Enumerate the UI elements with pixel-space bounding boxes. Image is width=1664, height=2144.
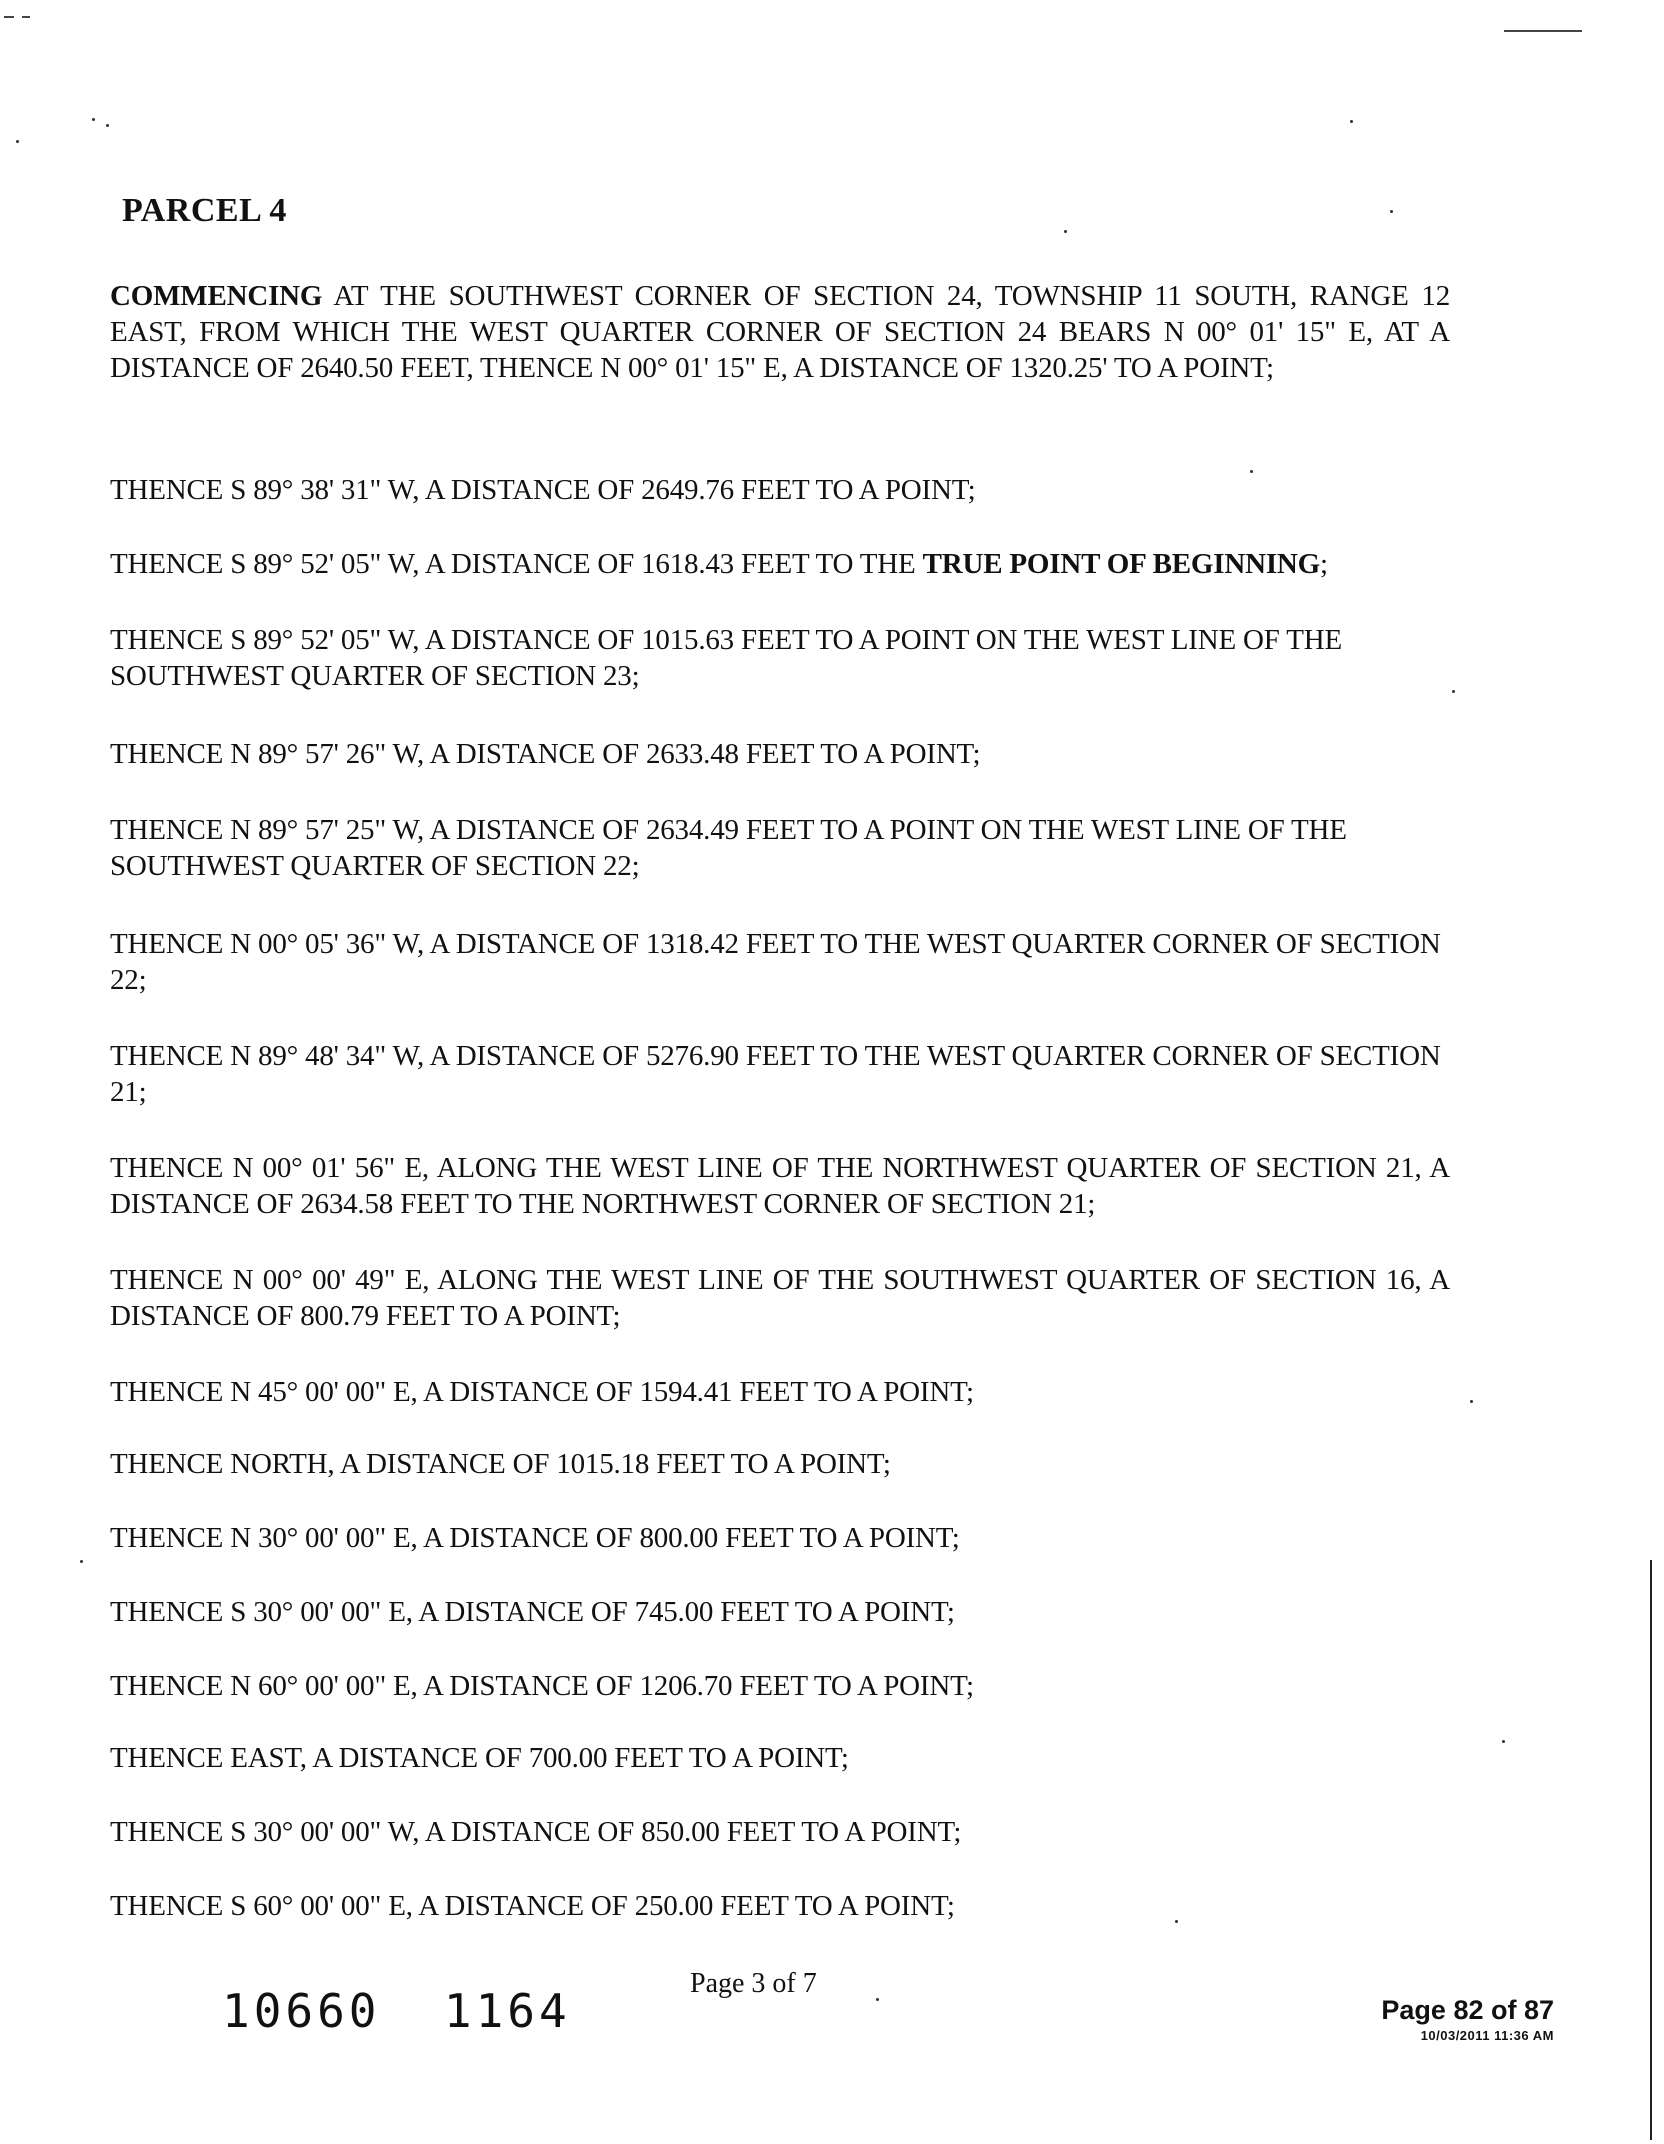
legal-paragraph (110, 472, 1450, 508)
legal-paragraph (110, 1594, 1450, 1630)
paragraph-text: THENCE S 30° 00' 00" W, A DISTANCE OF 850.00 FEET TO A POINT; (110, 1816, 962, 1848)
recorder-page-number: Page 82 of 87 (1381, 1995, 1554, 2025)
scan-speck (80, 1560, 83, 1563)
paragraph-text: THENCE N 89° 48' 34" W, A DISTANCE OF 5276.90 FEET TO THE WEST QUARTER CORNER OF SECTION 21; (110, 1040, 1441, 1108)
scan-speck (1350, 120, 1353, 123)
legal-paragraph (110, 736, 1450, 772)
stamp-book-number: 10660 (222, 1984, 381, 2038)
paragraph-text: THENCE N 45° 00' 00" E, A DISTANCE OF 1594.41 FEET TO A POINT; (110, 1376, 974, 1408)
paragraph-text: THENCE N 00° 01' 56" E, ALONG THE WEST LINE OF THE NORTHWEST QUARTER OF SECTION 21, A DISTANCE OF 2634.58 FEET TO THE NORTHWEST CORNER OF SECTION 21; (110, 1152, 1450, 1220)
stamp-page-number: 1164 (443, 1984, 571, 2038)
paragraph-text: THENCE S 60° 00' 00" E, A DISTANCE OF 250.00 FEET TO A POINT; (110, 1890, 955, 1922)
paragraph-text: THENCE EAST, A DISTANCE OF 700.00 FEET TO A POINT; (110, 1742, 849, 1774)
scan-speck (1470, 1400, 1473, 1403)
paragraph-text: THENCE N 00° 00' 49" E, ALONG THE WEST LINE OF THE SOUTHWEST QUARTER OF SECTION 16, A DISTANCE OF 800.79 FEET TO A POINT; (110, 1264, 1450, 1332)
legal-paragraph (110, 1520, 1450, 1556)
legal-paragraph (110, 926, 1450, 998)
legal-paragraph (110, 1262, 1450, 1334)
scan-speck (1064, 230, 1067, 233)
scan-mark (22, 16, 30, 18)
paragraph-text: THENCE S 89° 52' 05" W, A DISTANCE OF 1618.43 FEET TO THE (110, 548, 923, 580)
legal-paragraph (110, 1150, 1450, 1222)
recording-stamp (222, 1984, 571, 2038)
scan-speck (1390, 210, 1393, 213)
legal-paragraph (110, 1038, 1450, 1110)
legal-paragraph (110, 622, 1450, 694)
scan-edge-line (1650, 1560, 1652, 2140)
paragraph-text: THENCE S 89° 38' 31" W, A DISTANCE OF 2649.76 FEET TO A POINT; (110, 474, 976, 506)
scan-speck (1452, 690, 1455, 693)
legal-paragraph (110, 1374, 1450, 1410)
scan-speck (1502, 1740, 1505, 1743)
legal-paragraph (110, 1814, 1450, 1850)
scan-speck (92, 118, 95, 121)
scan-mark (4, 16, 14, 18)
recorder-footer (1340, 1995, 1554, 2043)
paragraph-text: THENCE S 30° 00' 00" E, A DISTANCE OF 745.00 FEET TO A POINT; (110, 1596, 955, 1628)
legal-paragraph (110, 1888, 1450, 1924)
page-number: Page 3 of 7 (690, 1968, 817, 1999)
paragraph-text: THENCE N 60° 00' 00" E, A DISTANCE OF 1206.70 FEET TO A POINT; (110, 1670, 974, 1702)
scan-mark (1504, 30, 1582, 32)
paragraph-text: THENCE N 30° 00' 00" E, A DISTANCE OF 800.00 FEET TO A POINT; (110, 1522, 960, 1554)
paragraph-text: THENCE S 89° 52' 05" W, A DISTANCE OF 1015.63 FEET TO A POINT ON THE WEST LINE OF THE SOUTHWEST QUARTER OF SECTION 23; (110, 624, 1342, 692)
legal-paragraph (110, 1446, 1450, 1482)
scan-speck (16, 140, 19, 143)
paragraph-tail: ; (1320, 548, 1328, 580)
paragraph-text: THENCE NORTH, A DISTANCE OF 1015.18 FEET TO A POINT; (110, 1448, 891, 1480)
legal-paragraph-commencing (110, 278, 1450, 386)
legal-paragraph (110, 812, 1450, 884)
parcel-title: PARCEL 4 (122, 192, 287, 229)
paragraph-text: AT THE SOUTHWEST CORNER OF SECTION 24, TOWNSHIP 11 SOUTH, RANGE 12 EAST, FROM WHICH THE WEST QUARTER CORNER OF SECTION 24 BEARS N 00° 01' 15" E, AT A DISTANCE OF 2640.50 FEET, THENCE N 00° 01' 15" E, A DISTANCE OF 1320.25' TO A POINT; (110, 280, 1450, 384)
legal-paragraph-true-point (110, 546, 1450, 582)
recorder-timestamp: 10/03/2011 11:36 AM (1420, 2028, 1554, 2043)
paragraph-text: THENCE N 89° 57' 26" W, A DISTANCE OF 2633.48 FEET TO A POINT; (110, 738, 981, 770)
true-point-of-beginning: TRUE POINT OF BEGINNING (922, 548, 1321, 580)
paragraph-text: THENCE N 89° 57' 25" W, A DISTANCE OF 2634.49 FEET TO A POINT ON THE WEST LINE OF THE SOUTHWEST QUARTER OF SECTION 22; (110, 814, 1347, 882)
scan-speck (876, 1998, 879, 2001)
legal-paragraph (110, 1668, 1450, 1704)
paragraph-text: THENCE N 00° 05' 36" W, A DISTANCE OF 1318.42 FEET TO THE WEST QUARTER CORNER OF SECTION 22; (110, 928, 1441, 996)
legal-paragraph (110, 1740, 1450, 1776)
commencing-lead: COMMENCING (110, 280, 323, 312)
scan-speck (106, 124, 109, 127)
